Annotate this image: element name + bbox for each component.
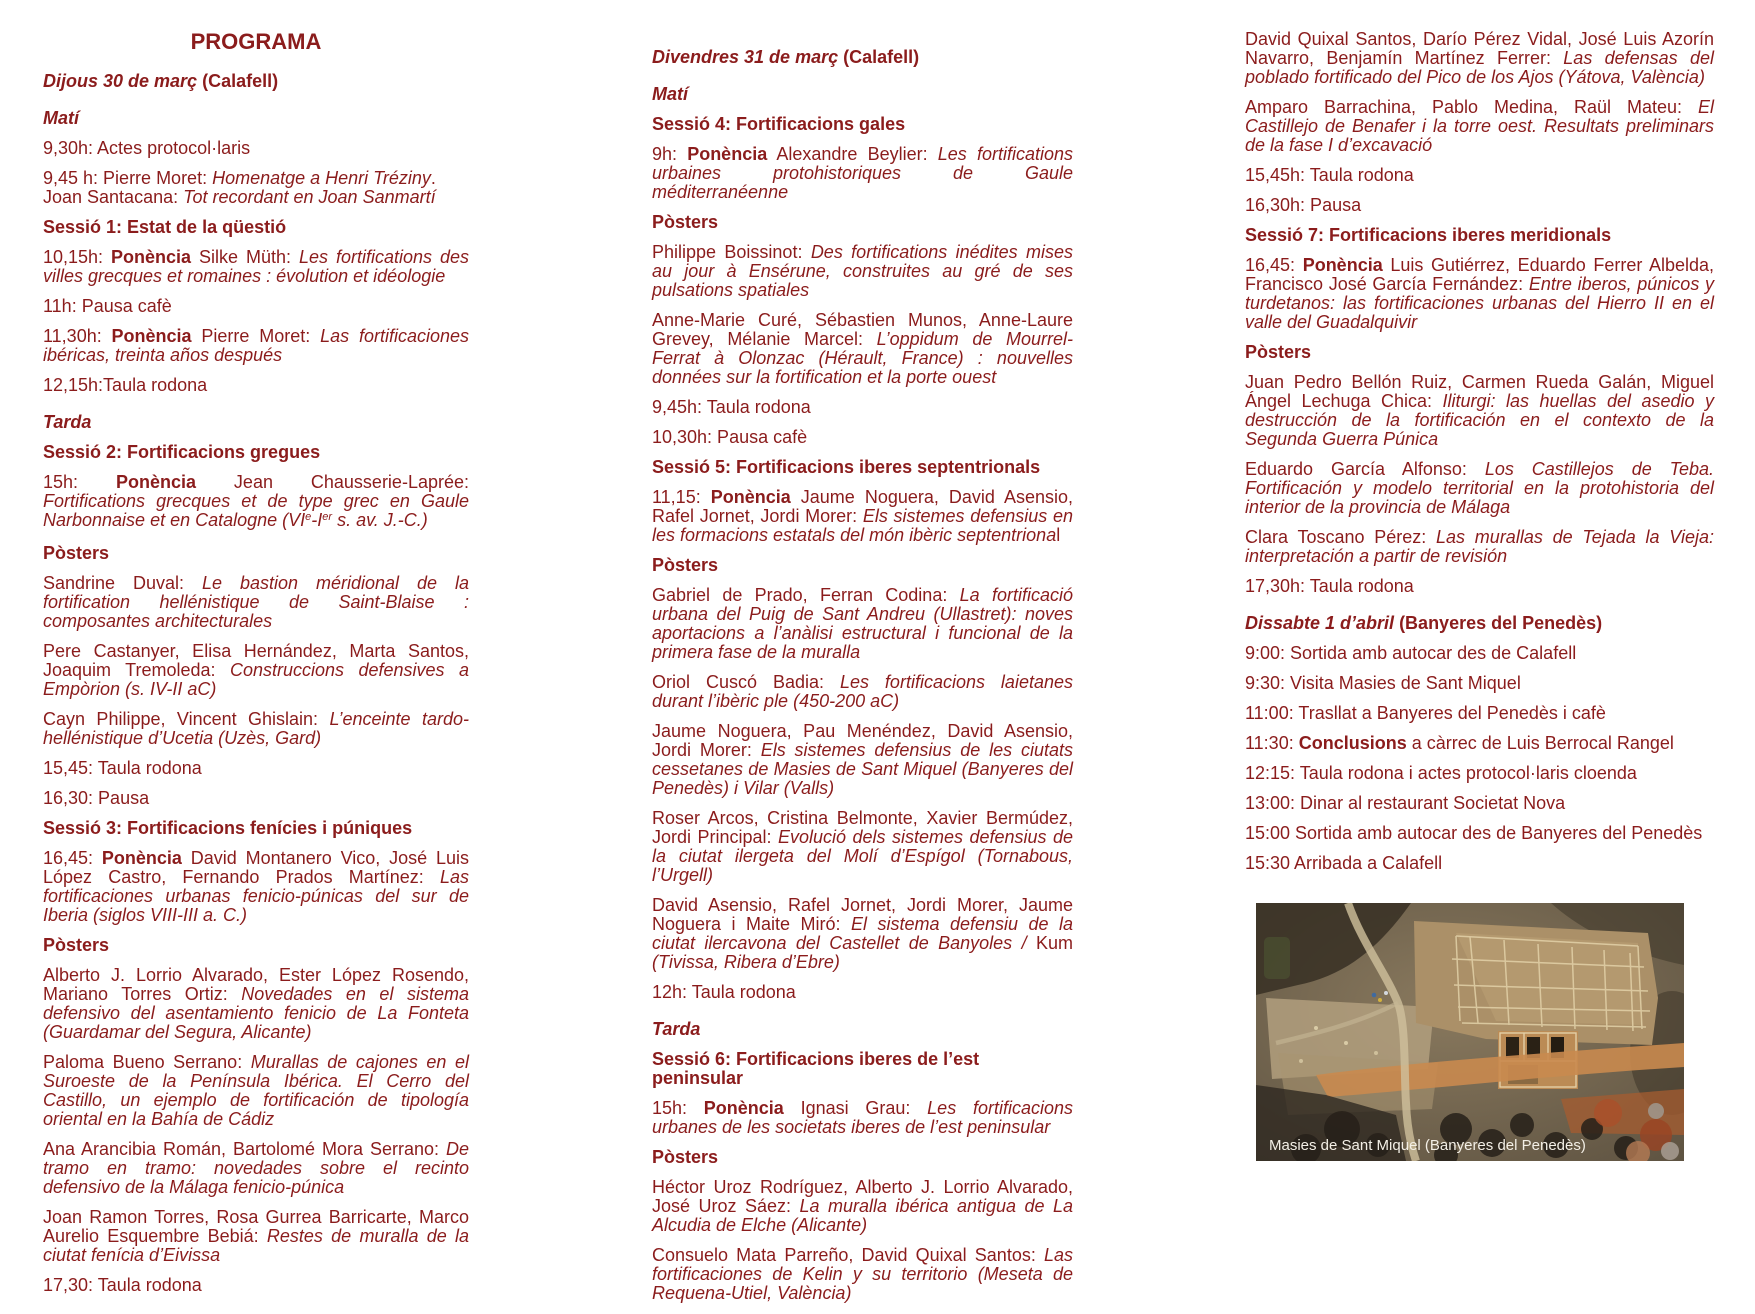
- text-segment: s. av. J.-C.): [332, 510, 428, 530]
- text-segment: Homenatge a Henri Tréziny: [212, 168, 431, 188]
- text-segment: Ponència: [115, 472, 196, 492]
- text-segment: Evolució dels sistemes defensius de la ciutat ilergeta del Molí d’Espígol (Tornabous, l’Urgell): [652, 827, 1074, 885]
- text-segment: L’enceinte tardo-hellénistique d’Ucetia (Uzès, Gard): [43, 709, 469, 748]
- session-header: [1245, 226, 1714, 245]
- text-segment: 9h:: [652, 144, 688, 164]
- program-entry: [652, 145, 1073, 202]
- text-segment: Tarda: [652, 1019, 701, 1039]
- program-entry: [652, 488, 1073, 545]
- text-segment: 11h: Pausa cafè: [43, 296, 172, 316]
- text-segment: Pierre Moret:: [191, 326, 321, 346]
- text-segment: Tarda: [43, 412, 92, 432]
- program-entry: [43, 1208, 469, 1265]
- program-entry: [652, 983, 1073, 1002]
- text-segment: Sessió 3: Fortificacions fenícies i púniques: [43, 818, 413, 838]
- text-segment: 9:30: Visita Masies de Sant Miquel: [1245, 673, 1521, 693]
- program-entry: [652, 809, 1073, 885]
- text-segment: L’oppidum de Mourrel-Ferrat à Olonzac (Hérault, France) : nouvelles données sur la fortification et la porte ouest: [652, 329, 1073, 387]
- program-entry: [1245, 577, 1714, 596]
- text-segment: Conclusions: [1298, 733, 1407, 753]
- text-segment: PROGRAMA: [190, 29, 322, 54]
- text-segment: Pòsters: [652, 212, 719, 232]
- aerial-photo-illustration: [1256, 903, 1684, 1161]
- text-segment: (Calafell): [202, 71, 279, 91]
- text-segment: Tot recordant en Joan Sanmartí: [183, 187, 436, 207]
- text-segment: 12,15h:Taula rodona: [43, 375, 208, 395]
- text-segment: Entre iberos, púnicos y turdetanos: las fortificaciones urbanas del Hierro II en el valle del Guadalquivir: [1245, 274, 1715, 332]
- text-segment: 13:00: Dinar al restaurant Societat Nova: [1245, 793, 1566, 813]
- text-segment: 16,45:: [43, 848, 102, 868]
- text-segment: Ponència: [710, 487, 791, 507]
- text-segment: Murallas de cajones en el Suroeste de la Península Ibérica. El Cerro del Castillo, un ejemplo de fortificación de tipología oriental en la Bahía de Cádiz: [43, 1052, 469, 1129]
- program-entry: [1245, 794, 1714, 813]
- daypart-label: [652, 85, 1073, 104]
- text-segment: Ignasi Grau:: [783, 1098, 928, 1118]
- posters-header: [652, 556, 1073, 575]
- text-segment: er: [322, 511, 333, 523]
- program-entry: [43, 1140, 469, 1197]
- text-segment: Iliturgi: las huellas del asedio y destrucción de la fortificación en el contexto de la Segunda Guerra Púnica: [1245, 391, 1714, 449]
- session-header: [652, 1050, 1073, 1088]
- column-2: [652, 30, 1073, 1314]
- text-segment: Pòsters: [43, 935, 110, 955]
- text-segment: 10,30h: Pausa cafè: [652, 427, 808, 447]
- text-segment: Sessió 6: Fortificacions iberes de l’est peninsular: [652, 1049, 980, 1088]
- program-entry: [43, 789, 469, 808]
- posters-header: [652, 1148, 1073, 1167]
- text-segment: (Tivissa, Ribera d’Ebre): [652, 952, 840, 972]
- text-segment: 12h: Taula rodona: [652, 982, 796, 1002]
- program-entry: [652, 1178, 1073, 1235]
- text-segment: Sandrine Duval:: [43, 573, 203, 593]
- program-entry: [652, 722, 1073, 798]
- text-segment: Gabriel de Prado, Ferran Codina:: [652, 585, 960, 605]
- column-1: [43, 30, 469, 1306]
- program-entry: [1245, 166, 1714, 185]
- text-segment: Sessió 5: Fortificacions iberes septentrionals: [652, 457, 1041, 477]
- program-entry: [1245, 764, 1714, 783]
- text-segment: Le bastion méridional de la fortification hellénistique de Saint-Blaise : composantes architecturales: [43, 573, 470, 631]
- text-segment: Ana Arancibia Román, Bartolomé Mora Serrano:: [43, 1139, 446, 1159]
- text-segment: Jean Chausserie-Laprée:: [196, 472, 469, 492]
- program-entry: [43, 297, 469, 316]
- text-segment: Ponència: [703, 1098, 784, 1118]
- text-segment: El sistema defensiu de la ciutat ilercavona del Castellet de Banyoles /: [652, 914, 1073, 953]
- text-segment: Alberto J. Lorrio Alvarado, Ester López Rosendo, Mariano Torres Ortiz:: [43, 965, 469, 1004]
- text-segment: Matí: [43, 108, 79, 128]
- text-segment: Els sistemes defensius en les formacions estatals del món ibèric septentriona: [652, 506, 1073, 545]
- text-segment: Fortifications grecques et de type grec en Gaule Narbonnaise et en Catalogne (VI: [43, 491, 469, 530]
- text-segment: 9,45h: Taula rodona: [652, 397, 811, 417]
- daypart-label: [43, 109, 469, 128]
- program-entry: [652, 586, 1073, 662]
- text-segment: Alexandre Beylier:: [767, 144, 938, 164]
- text-segment: 11:00: Trasllat a Banyeres del Penedès i cafè: [1245, 703, 1606, 723]
- program-entry: [43, 710, 469, 748]
- photo-caption: Masies de Sant Miquel (Banyeres del Penedès): [1269, 1137, 1586, 1154]
- text-segment: La muralla ibérica antigua de La Alcudia de Elche (Alicante): [652, 1196, 1073, 1235]
- program-entry: [43, 642, 469, 699]
- program-entry: [652, 243, 1073, 300]
- text-segment: Els sistemes defensius de les ciutats cessetanes de Masies de Sant Miquel (Banyeres del Penedès) i Vilar (Valls): [652, 740, 1073, 798]
- program-entry: [1245, 98, 1714, 155]
- program-entry: [652, 428, 1073, 447]
- text-segment: Les fortificacions urbanes de les societats iberes de l’est peninsular: [652, 1098, 1073, 1137]
- text-segment: Dijous 30 de març: [43, 71, 203, 91]
- text-segment: Pòsters: [652, 555, 719, 575]
- text-segment: Novedades en el sistema defensivo del asentamiento fenicio de La Fonteta (Guardamar del Segura, Alicante): [43, 984, 469, 1042]
- program-entry: [43, 248, 469, 286]
- text-segment: Restes de muralla de la ciutat fenícia d’Eivissa: [43, 1226, 469, 1265]
- date-header: [1245, 614, 1714, 633]
- program-entry: [652, 311, 1073, 387]
- program-entry: [1245, 256, 1714, 332]
- session-header: [43, 443, 469, 462]
- text-segment: 17,30h: Taula rodona: [1245, 576, 1414, 596]
- program-entry: [43, 849, 469, 925]
- text-segment: Las murallas de Tejada la Vieja: interpretación a partir de revisión: [1245, 527, 1714, 566]
- program-entry: [1245, 674, 1714, 693]
- posters-header: [43, 544, 469, 563]
- program-entry: [1245, 644, 1714, 663]
- text-segment: 11:30:: [1245, 733, 1299, 753]
- text-segment: 15:00 Sortida amb autocar des de Banyeres del Penedès: [1245, 823, 1703, 843]
- text-segment: Divendres 31 de març: [652, 47, 844, 67]
- date-header: [43, 72, 469, 91]
- text-segment: Consuelo Mata Parreño, David Quixal Santos:: [652, 1245, 1044, 1265]
- daypart-label: [652, 1020, 1073, 1039]
- session-header: [652, 458, 1073, 477]
- text-segment: Construccions defensives a Empòrion (s. IV-II aC): [43, 660, 469, 699]
- text-segment: Las fortificaciones de Kelin y su territorio (Meseta de Requena-Utiel, València): [652, 1245, 1073, 1303]
- posters-header: [43, 936, 469, 955]
- page-title: [43, 30, 469, 54]
- text-segment: Roser Arcos, Cristina Belmonte, Xavier Bermúdez, Jordi Principal:: [652, 808, 1073, 847]
- text-segment: Des fortifications inédites mises au jour à Ensérune, construites au gré de ses pulsations spatiales: [652, 242, 1073, 300]
- program-entry: [43, 327, 469, 365]
- text-segment: Matí: [652, 84, 688, 104]
- program-entry: [652, 1246, 1073, 1303]
- text-segment: e: [305, 511, 312, 523]
- program-entry: [652, 398, 1073, 417]
- text-segment: Juan Pedro Bellón Ruiz, Carmen Rueda Galán, Miguel Ángel Lechuga Chica:: [1245, 372, 1714, 411]
- program-entry: [43, 574, 469, 631]
- text-segment: Amparo Barrachina, Pablo Medina, Raül Mateu:: [1245, 97, 1698, 117]
- text-segment: Sessió 7: Fortificacions iberes meridionals: [1245, 225, 1612, 245]
- text-segment: Sessió 4: Fortificacions gales: [652, 114, 906, 134]
- text-segment: 12:15: Taula rodona i actes protocol·laris cloenda: [1245, 763, 1637, 783]
- text-segment: David Quixal Santos, Darío Pérez Vidal, José Luis Azorín Navarro, Benjamín Martínez Ferrer:: [1245, 29, 1714, 68]
- text-segment: David Asensio, Rafel Jornet, Jordi Morer, Jaume Noguera i Maite Miró:: [652, 895, 1073, 934]
- text-segment: Pere Castanyer, Elisa Hernández, Marta Santos, Joaquim Tremoleda:: [43, 641, 469, 680]
- text-segment: Jaume Noguera, David Asensio, Rafel Jornet, Jordi Morer:: [652, 487, 1073, 526]
- text-segment: Les fortificacions laietanes durant l’ibèric ple (450-200 aC): [652, 672, 1073, 711]
- text-segment: Les fortifications urbaines protohistoriques de Gaule méditerranéenne: [652, 144, 1073, 202]
- session-header: [652, 115, 1073, 134]
- text-segment: 9,45 h: Pierre Moret:: [43, 168, 213, 188]
- site-photo: [1256, 903, 1684, 1161]
- text-segment: Ponència: [111, 326, 192, 346]
- text-segment: Joan Santacana:: [43, 187, 184, 207]
- text-segment: l: [1056, 525, 1061, 545]
- text-segment: La fortificació urbana del Puig de Sant Andreu (Ullastret): noves aportacions a l’anàlisi estructural i funcional de la primera fase de la muralla: [652, 585, 1073, 662]
- program-entry: [1245, 854, 1714, 873]
- program-entry: [1245, 373, 1714, 449]
- text-segment: 9,30h: Actes protocol·laris: [43, 138, 251, 158]
- program-entry: [1245, 704, 1714, 723]
- text-segment: Las fortificaciones ibéricas, treinta años después: [43, 326, 469, 365]
- text-segment: Ponència: [687, 144, 768, 164]
- text-segment: 17,30: Taula rodona: [43, 1275, 202, 1295]
- text-segment: Sessió 1: Estat de la qüestió: [43, 217, 287, 237]
- program-entry: [43, 376, 469, 395]
- text-segment: 11,15:: [652, 487, 711, 507]
- text-segment: 11,30h:: [43, 326, 112, 346]
- session-header: [43, 218, 469, 237]
- text-segment: Las defensas del poblado fortificado del Pico de los Ajos (Yátova, València): [1245, 48, 1714, 87]
- text-segment: Joan Ramon Torres, Rosa Gurrea Barricarte, Marco Aurelio Esquembre Bebiá:: [43, 1207, 469, 1246]
- text-segment: 16,30: Pausa: [43, 788, 150, 808]
- text-segment: Ponència: [1302, 255, 1383, 275]
- program-entry: [43, 1276, 469, 1295]
- text-segment: Sessió 2: Fortificacions gregues: [43, 442, 321, 462]
- posters-header: [652, 213, 1073, 232]
- program-entry: [43, 1053, 469, 1129]
- text-segment: Silke Müth:: [191, 247, 299, 267]
- text-segment: Ponència: [111, 247, 192, 267]
- column-3: [1245, 30, 1714, 884]
- posters-header: [1245, 343, 1714, 362]
- text-segment: El Castillejo de Benafer i la torre oest. Resultats preliminars de la fase I d’excavació: [1245, 97, 1714, 155]
- text-segment: (Calafell): [843, 47, 920, 67]
- text-segment: a càrrec de Luis Berrocal Rangel: [1406, 733, 1674, 753]
- text-segment: Los Castillejos de Teba. Fortificación y modelo territorial en la protohistoria del interior de la provincia de Málaga: [1245, 459, 1715, 517]
- text-segment: 16,30h: Pausa: [1245, 195, 1362, 215]
- text-segment: .: [430, 168, 436, 188]
- text-segment: Pòsters: [1245, 342, 1312, 362]
- text-segment: -I: [311, 510, 323, 530]
- program-entry: [1245, 30, 1714, 87]
- text-segment: Pòsters: [652, 1147, 719, 1167]
- program-entry: [1245, 824, 1714, 843]
- text-segment: Kum: [1035, 933, 1073, 953]
- text-segment: Paloma Bueno Serrano:: [43, 1052, 251, 1072]
- text-segment: Eduardo García Alfonso:: [1245, 459, 1485, 479]
- text-segment: Pòsters: [43, 543, 110, 563]
- text-segment: Oriol Cuscó Badia:: [652, 672, 840, 692]
- program-entry: [652, 1099, 1073, 1137]
- text-segment: Héctor Uroz Rodríguez, Alberto J. Lorrio Alvarado, José Uroz Sáez:: [652, 1177, 1073, 1216]
- text-segment: 16,45:: [1245, 255, 1303, 275]
- text-segment: Las fortificaciones urbanas fenicio-púnicas del sur de Iberia (siglos VIII-III a. C.): [43, 867, 469, 925]
- text-segment: 15h:: [652, 1098, 704, 1118]
- text-segment: (Banyeres del Penedès): [1399, 613, 1603, 633]
- program-entry: [43, 139, 469, 158]
- text-segment: Jaume Noguera, Pau Menéndez, David Asensio, Jordi Morer:: [652, 721, 1073, 760]
- program-entry: [43, 473, 469, 533]
- text-segment: De tramo en tramo: novedades sobre el recinto defensivo de la Málaga fenicio-púnica: [43, 1139, 469, 1197]
- program-entry: [43, 966, 469, 1042]
- text-segment: 9:00: Sortida amb autocar des de Calafell: [1245, 643, 1577, 663]
- text-segment: Les fortifications des villes grecques et romaines : évolution et idéologie: [43, 247, 469, 286]
- text-segment: Anne-Marie Curé, Sébastien Munos, Anne-Laure Grevey, Mélanie Marcel:: [652, 310, 1073, 349]
- program-entry: [1245, 734, 1714, 753]
- text-segment: Luis Gutiérrez, Eduardo Ferrer Albelda, Francisco José García Fernández:: [1245, 255, 1715, 294]
- text-segment: Dissabte 1 d’abril: [1245, 613, 1400, 633]
- text-segment: 15:30 Arribada a Calafell: [1245, 853, 1443, 873]
- program-entry: [43, 759, 469, 778]
- date-header: [652, 48, 1073, 67]
- program-entry: [1245, 196, 1714, 215]
- session-header: [43, 819, 469, 838]
- text-segment: David Montanero Vico, José Luis López Castro, Fernando Prados Martínez:: [43, 848, 470, 887]
- text-segment: 15,45: Taula rodona: [43, 758, 202, 778]
- daypart-label: [43, 413, 469, 432]
- program-entry: [652, 673, 1073, 711]
- program-entry: [43, 169, 469, 207]
- text-segment: Clara Toscano Pérez:: [1245, 527, 1437, 547]
- program-entry: [652, 896, 1073, 972]
- program-entry: [1245, 460, 1714, 517]
- text-segment: Philippe Boissinot:: [652, 242, 811, 262]
- text-segment: 15,45h: Taula rodona: [1245, 165, 1414, 185]
- text-segment: 15h:: [43, 472, 116, 492]
- text-segment: Ponència: [101, 848, 182, 868]
- program-entry: [1245, 528, 1714, 566]
- text-segment: Cayn Philippe, Vincent Ghislain:: [43, 709, 330, 729]
- text-segment: 10,15h:: [43, 247, 112, 267]
